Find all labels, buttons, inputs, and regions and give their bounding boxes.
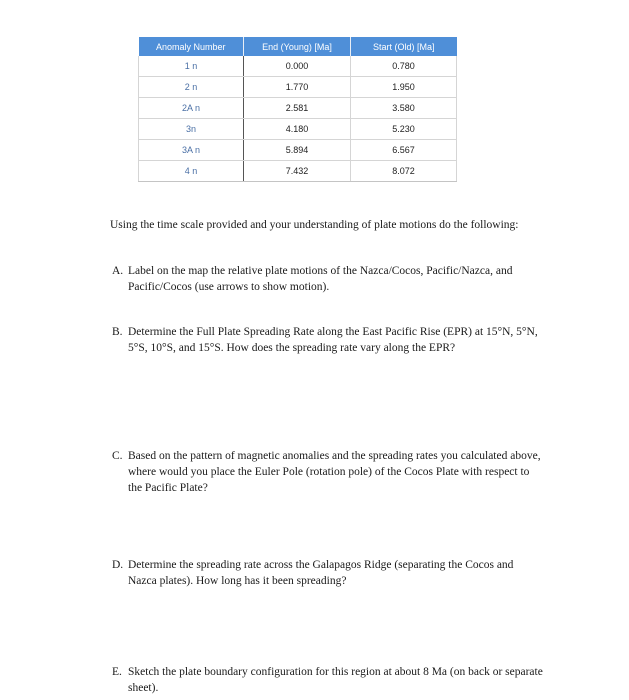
table-row [139,140,457,161]
anomaly-cell: 2A n [139,98,244,119]
question-b [112,324,544,356]
question-letter: B. [112,326,123,338]
question-letter: D. [112,559,124,571]
question-d [112,557,544,589]
question-e [112,664,544,696]
anomaly-cell: 3n [139,119,244,140]
table-row [139,77,457,98]
question-text: Determine the Full Plate Spreading Rate along the East Pacific Rise (EPR) at 15°N, 5°N, 5°S, 10°S, and 15°S. How does the spreading rate vary along the EPR? [128,326,538,354]
table-row [139,56,457,77]
end-age-cell: 1.770 [244,77,351,98]
table-row [139,119,457,140]
question-text: Sketch the plate boundary configuration for this region at about 8 Ma (on back or separate sheet). [128,666,543,694]
start-age-cell: 5.230 [351,119,457,140]
anomaly-cell: 3A n [139,140,244,161]
end-age-cell: 4.180 [244,119,351,140]
start-age-cell: 3.580 [351,98,457,119]
question-a [112,263,544,295]
anomaly-timescale-table [138,37,457,182]
header-anomaly-number: Anomaly Number [139,37,244,56]
question-c [112,448,544,496]
question-text: Label on the map the relative plate motions of the Nazca/Cocos, Pacific/Nazca, and Pacific/Cocos (use arrows to show motion). [128,265,513,293]
instructions-intro: Using the time scale provided and your understanding of plate motions do the following: [110,219,519,231]
header-start-old: Start (Old) [Ma] [351,37,457,56]
header-end-young: End (Young) [Ma] [244,37,351,56]
question-letter: C. [112,450,123,462]
table-row [139,98,457,119]
start-age-cell: 8.072 [351,161,457,182]
end-age-cell: 2.581 [244,98,351,119]
end-age-cell: 5.894 [244,140,351,161]
table-row [139,161,457,182]
end-age-cell: 0.000 [244,56,351,77]
start-age-cell: 0.780 [351,56,457,77]
anomaly-cell: 4 n [139,161,244,182]
question-text: Based on the pattern of magnetic anomalies and the spreading rates you calculated above, where would you place the Euler Pole (rotation pole) of the Cocos Plate with respect to the Pacific Plate? [128,450,541,494]
end-age-cell: 7.432 [244,161,351,182]
anomaly-cell: 1 n [139,56,244,77]
anomaly-cell: 2 n [139,77,244,98]
start-age-cell: 1.950 [351,77,457,98]
question-text: Determine the spreading rate across the Galapagos Ridge (separating the Cocos and Nazca plates). How long has it been spreading? [128,559,514,587]
start-age-cell: 6.567 [351,140,457,161]
question-letter: E. [112,666,122,678]
question-letter: A. [112,265,124,277]
table-header-row [139,37,457,56]
